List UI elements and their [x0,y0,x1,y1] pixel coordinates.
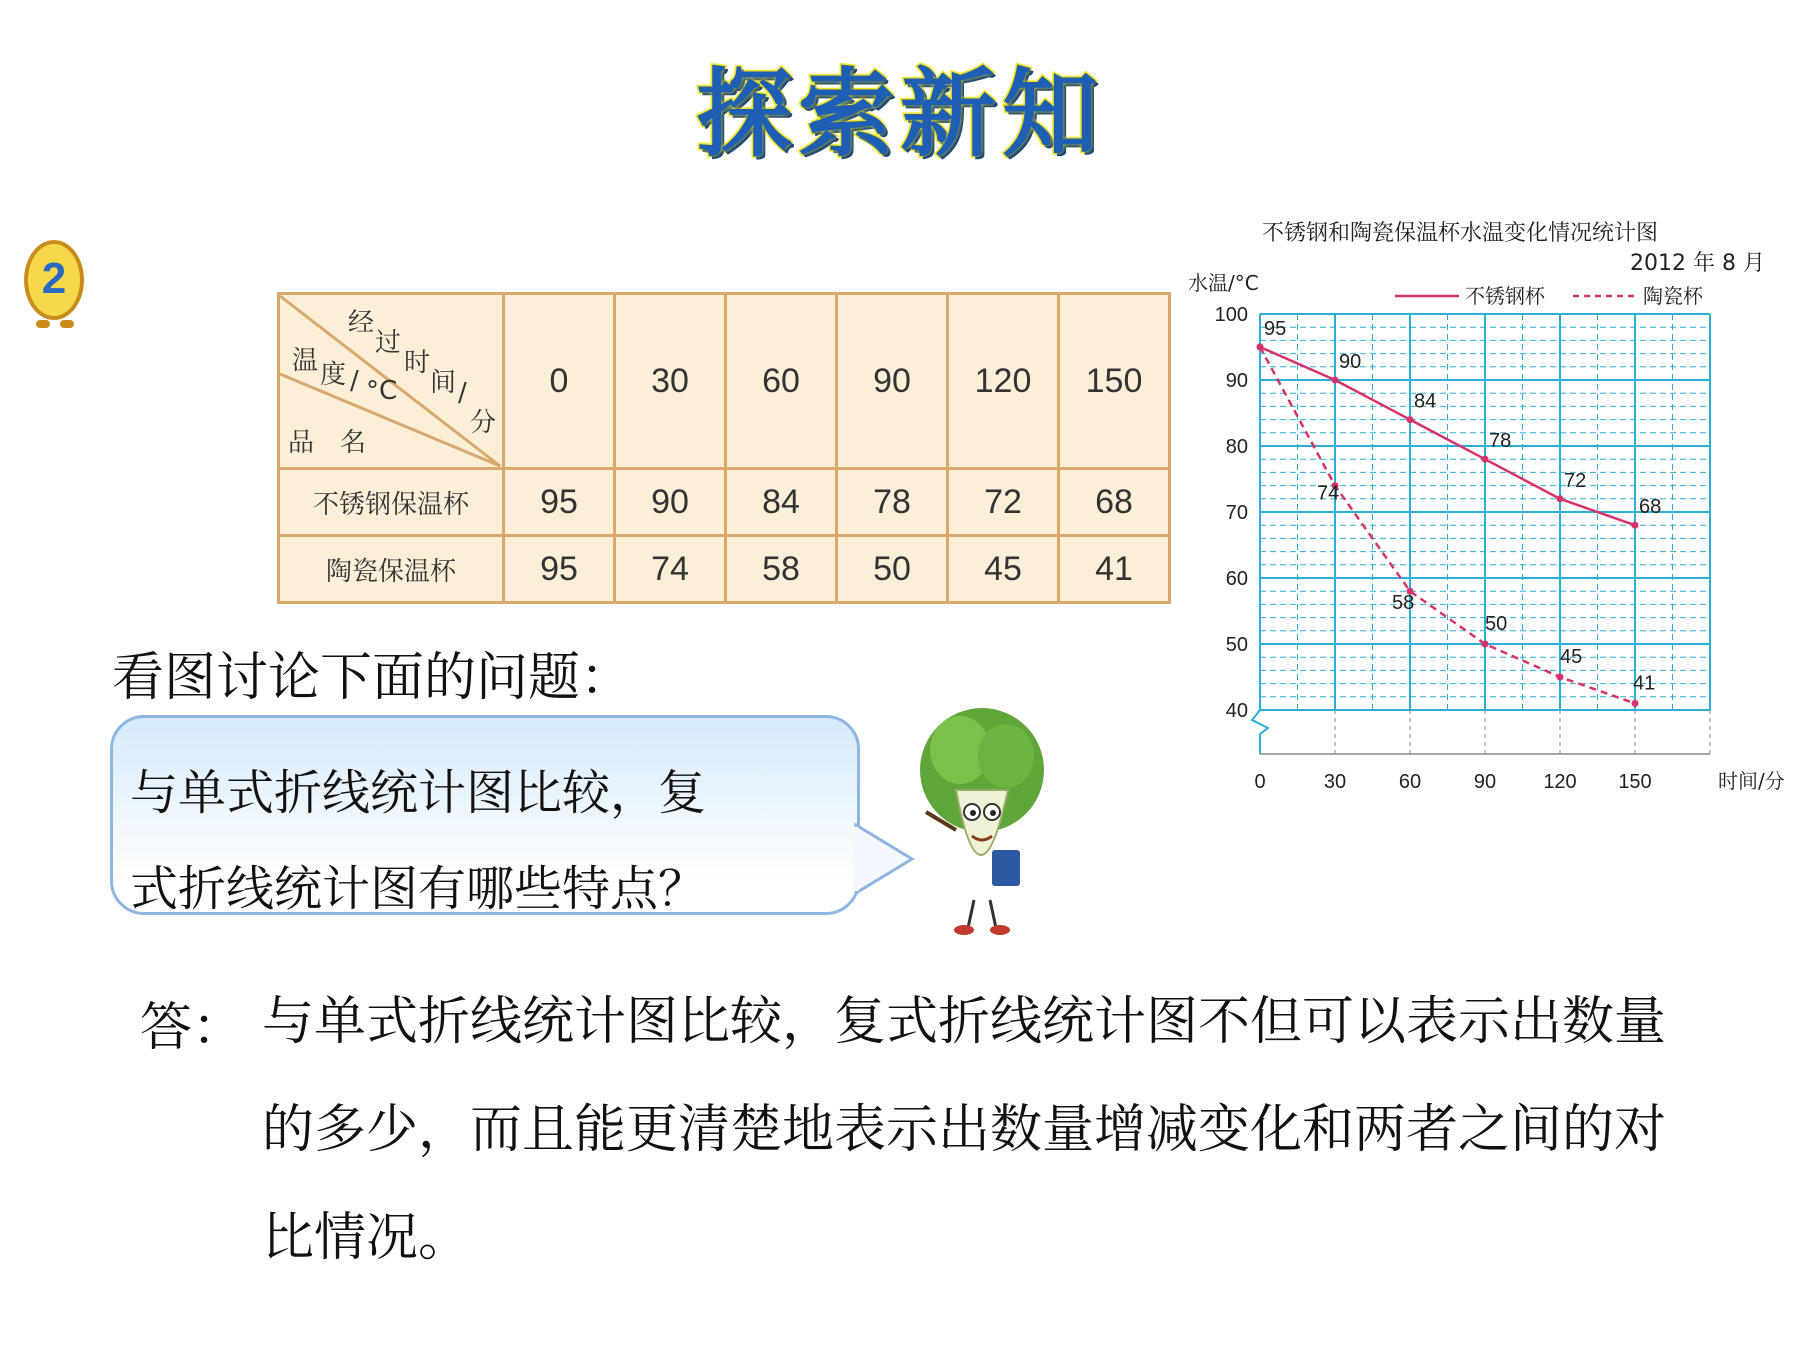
x-tick-label: 60 [1398,771,1422,793]
table-row [279,536,1170,603]
y-tick-label: 80 [1225,436,1248,458]
row-label: 陶瓷保温杯 [279,536,504,603]
corner-time-char: / [458,378,467,408]
row-label: 不锈钢保温杯 [279,469,504,536]
corner-time-char: 分 [470,408,497,438]
y-tick-label: 60 [1225,568,1248,590]
temperature-line-chart [1180,210,1785,810]
table-cell: 50 [837,536,948,603]
data-label: 45 [1560,646,1583,668]
table-cell: 45 [948,536,1059,603]
data-label: 68 [1639,496,1662,519]
badge-number: 2 [41,254,67,303]
table-cell: 95 [504,536,615,603]
data-label: 41 [1633,672,1656,695]
x-tick-label: 30 [1323,771,1347,793]
y-tick-label: 70 [1225,502,1248,524]
legend-label: 陶瓷杯 [1643,284,1703,308]
question-number-badge [18,232,92,332]
table-cell: 78 [837,469,948,536]
chart-date: 2012 年 8 月 [1630,251,1765,276]
corner-temp-char: 温 [292,346,319,376]
table-cell: 84 [726,469,837,536]
table-cell: 72 [948,469,1059,536]
corner-time-char: 间 [430,368,457,398]
corner-time-char: 时 [404,348,431,378]
data-label: 72 [1564,469,1587,492]
data-point [1632,700,1639,707]
x-tick-label: 150 [1618,771,1652,793]
column-header: 0 [504,294,615,469]
data-point [1407,416,1414,423]
table-corner-cell [279,294,504,469]
table-cell: 41 [1059,536,1170,603]
x-axis-label: 时间/分 [1718,769,1785,793]
corner-time-char: 过 [375,328,402,358]
table-cell: 58 [726,536,837,603]
corner-name-char: 品 [288,428,315,458]
table-cell: 90 [615,469,726,536]
data-label: 50 [1485,613,1508,635]
data-point [1257,344,1264,351]
y-tick-label: 100 [1214,304,1248,326]
bubble-line: 式折线统计图有哪些特点？ [130,861,707,917]
x-tick-label: 0 [1254,771,1266,793]
data-label: 84 [1414,390,1437,413]
x-tick-label: 120 [1543,771,1577,793]
data-point [1482,641,1489,648]
bubble-line: 与单式折线统计图比较，复 [130,765,707,821]
cabbage-mascot [900,700,1060,940]
legend-label: 不锈钢杯 [1465,284,1545,308]
table-cell: 68 [1059,469,1170,536]
data-label: 74 [1317,482,1340,505]
temperature-table [277,292,1171,604]
answer-text: 与单式折线统计图比较，复式折线统计图不但可以表示出数量的多少，而且能更清楚地表示出数量增减变化和两者之间的对比情况。 [262,992,1667,1268]
corner-temp-char: 度 [320,360,347,390]
data-label: 58 [1392,592,1415,615]
data-point [1482,456,1489,463]
data-label: 78 [1489,430,1512,453]
answer-label: 答： [140,998,245,1058]
discussion-prompt: 看图讨论下面的问题： [112,648,633,708]
page-title: 探索新知 [696,58,1104,170]
y-tick-label: 40 [1225,700,1248,722]
table-header-row [279,294,1170,469]
table-row [279,469,1170,536]
data-label: 90 [1339,351,1362,373]
y-tick-label: 90 [1225,370,1248,392]
column-header: 90 [837,294,948,469]
x-tick-label: 90 [1473,771,1497,793]
data-point [1557,495,1564,502]
column-header: 120 [948,294,1059,469]
column-header: 30 [615,294,726,469]
column-header: 60 [726,294,837,469]
data-point [1632,522,1639,529]
table-cell: 74 [615,536,726,603]
speech-bubble-text [130,745,830,937]
y-tick-label: 50 [1225,634,1248,656]
corner-time-char: 经 [348,308,375,338]
table-cell: 95 [504,469,615,536]
chart-title: 不锈钢和陶瓷保温杯水温变化情况统计图 [1261,221,1658,246]
badge-foot-right [60,320,74,328]
data-label: 95 [1264,318,1287,340]
corner-temp-char: °C [366,376,398,406]
y-axis-break [1252,710,1268,754]
corner-name-char: 名 [340,428,367,458]
column-header: 150 [1059,294,1170,469]
y-axis-label: 水温/°C [1188,271,1259,295]
data-point [1557,674,1564,681]
badge-foot-left [36,320,50,328]
corner-temp-char: / [350,366,359,396]
data-point [1332,377,1339,384]
